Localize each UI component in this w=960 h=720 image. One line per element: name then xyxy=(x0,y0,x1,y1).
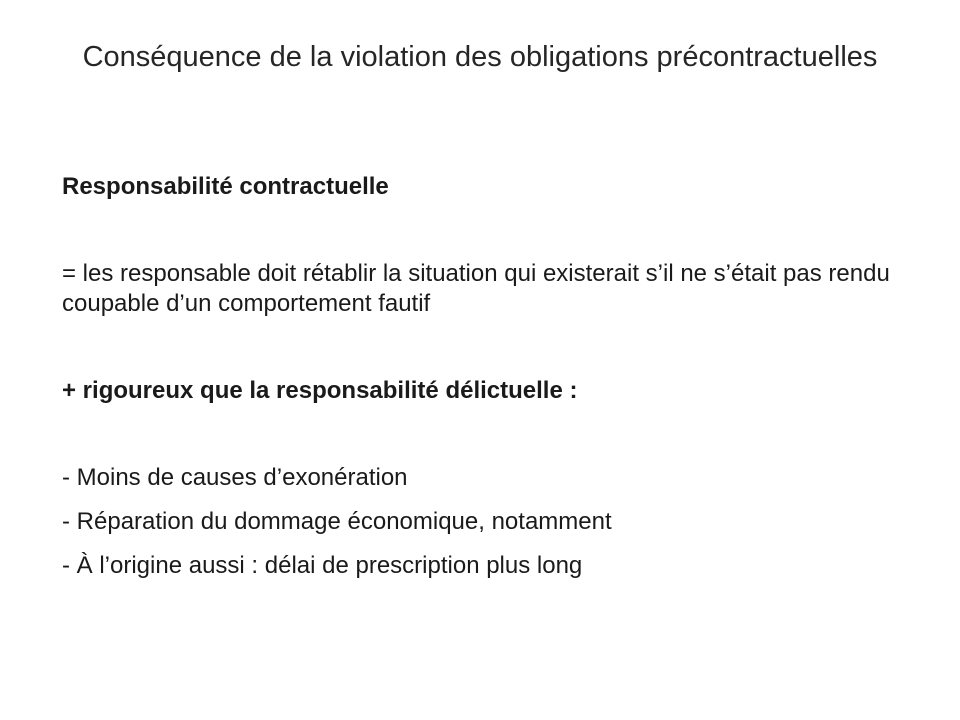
bullet-point: - Moins de causes d’exonération xyxy=(62,464,408,491)
slide-title: Conséquence de la violation des obligations précontractuelles xyxy=(82,41,878,73)
comparison-heading: + rigoureux que la responsabilité délictuelle : xyxy=(62,377,578,404)
section-heading: Responsabilité contractuelle xyxy=(62,173,389,200)
definition-text: = les responsable doit rétablir la situation qui existerait s’il ne s’était pas rendu coupable d’un comportement fautif xyxy=(62,260,890,317)
bullet-point: - À l’origine aussi : délai de prescription plus long xyxy=(62,552,583,579)
slide-body xyxy=(62,172,902,595)
bullet-point: - Réparation du dommage économique, notamment xyxy=(62,508,612,535)
